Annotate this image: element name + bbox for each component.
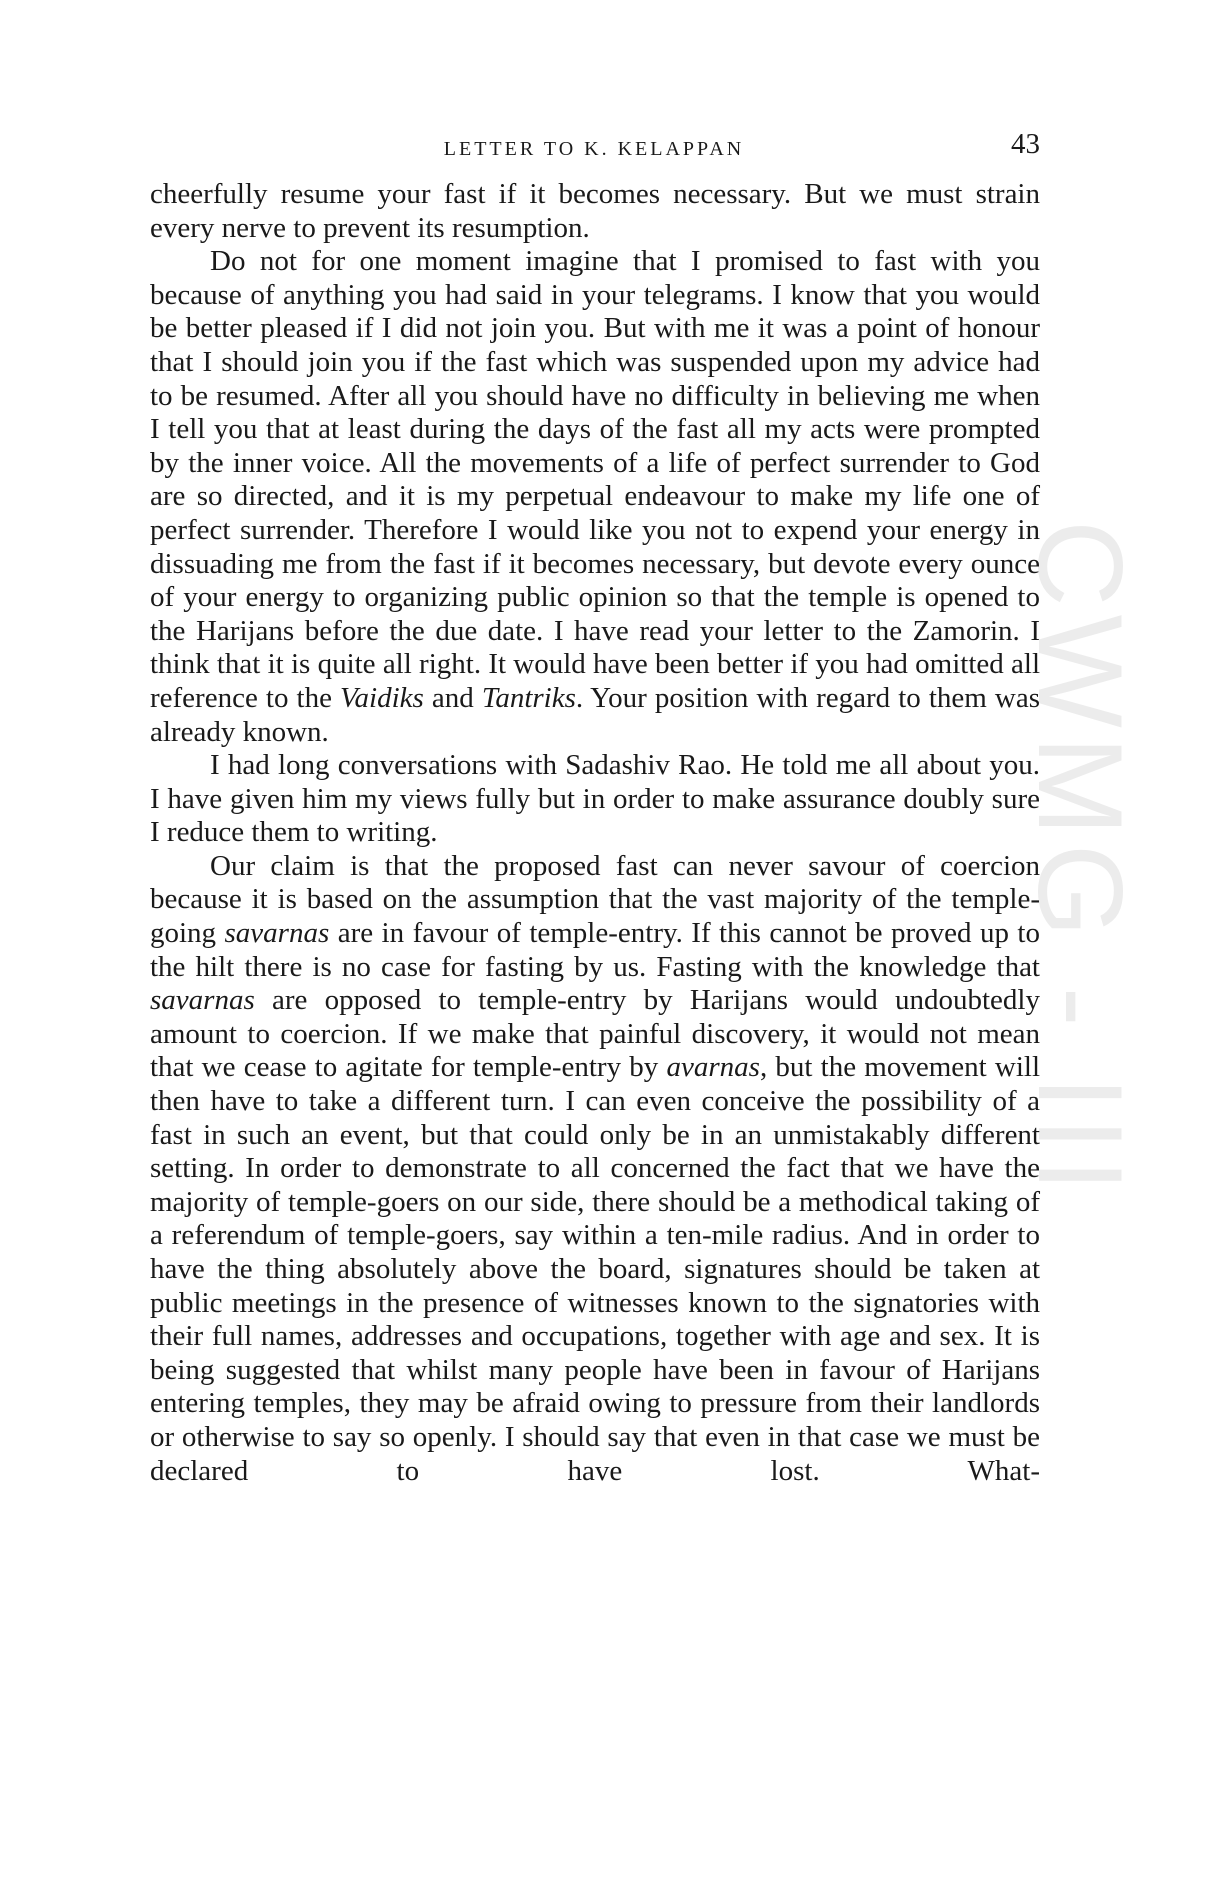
paragraph-fast-promise <box>150 245 1040 749</box>
italic-term: Tantriks <box>481 681 576 714</box>
paragraph-sadashiv-rao <box>150 749 1040 850</box>
text-run: , but the movement will then have to take a different turn. I can even conceive the possibility of a fast in such an event, but that could only be in an unmistakably different setting. In order to demonstrate to all concerned the fact that we have the majority of temple-goers on our side, there should be a methodical taking of a referendum of temple-goers, say within a ten-mile radius. And in order to have the thing absolutely above the board, signatures should be taken at public meetings in the presence of witnesses known to the signatories with their full names, addresses and occupations, together with age and sex. It is being suggested that whilst many people have been in favour of Harijans entering temples, they may be afraid owing to pressure from their landlords or otherwise to say so openly. I should say that even in that case we must be declared to have lost. What- <box>150 1051 1040 1487</box>
italic-term: avarnas <box>666 1051 760 1084</box>
italic-term: Vaidiks <box>340 681 424 714</box>
running-header <box>148 128 1040 168</box>
page-number: 43 <box>1011 128 1040 160</box>
italic-term: savarnas <box>224 917 330 950</box>
running-title: LETTER TO K. KELAPPAN <box>443 138 745 160</box>
text-run: . Your position with regard to them was already known. <box>150 681 1040 748</box>
text-run: are in favour of temple-entry. If this cannot be proved up to the hilt there is no case for fasting by us. Fasting with the knowledge that <box>150 917 1040 983</box>
text-run: Our claim is that the proposed fast can never savour of coercion because it is based on the assumption that the vast majority of the temple-going <box>150 849 1040 950</box>
watermark: CWMG - III <box>1013 520 1147 1200</box>
text-run: cheerfully resume your fast if it becomes necessary. But we must strain every nerve to prevent its resumption. <box>150 178 1040 244</box>
paragraph-coercion-claim <box>150 850 1040 1488</box>
paragraph-continuation <box>150 178 1040 245</box>
text-run: Do not for one moment imagine that I promised to fast with you because of anything you had said in your telegrams. I know that you would be better pleased if I did not join you. But with me it was a point of honour that I should join you if the fast which was suspended upon my advice had to be resumed. After all you should have no difficulty in believing me when I tell you that at least during the days of the fast all my acts were prompted by the inner voice. All the movements of a life of perfect surrender to God are so directed, and it is my perpetual endeavour to make my life one of perfect surrender. Therefore I would like you not to expend your energy in dissuading me from the fast if it becomes necessary, but devote every ounce of your energy to organizing public opinion so that the temple is opened to the Harijans before the due date. I have read your letter to the Zamorin. I think that it is quite all right. It would have been better if you had omitted all reference to the <box>150 245 1040 714</box>
body-text <box>150 178 1040 1488</box>
text-run: I had long conversations with Sadashiv Rao. He told me all about you. I have given him my views fully but in order to make assurance doubly sure I reduce them to writing. <box>150 749 1040 849</box>
text-run: and <box>423 681 482 714</box>
text-run: are opposed to temple-entry by Harijans would undoubtedly amount to coercion. If we make that painful discovery, it would not mean that we cease to agitate for temple-entry by <box>150 984 1040 1084</box>
italic-term: savarnas <box>150 984 255 1017</box>
